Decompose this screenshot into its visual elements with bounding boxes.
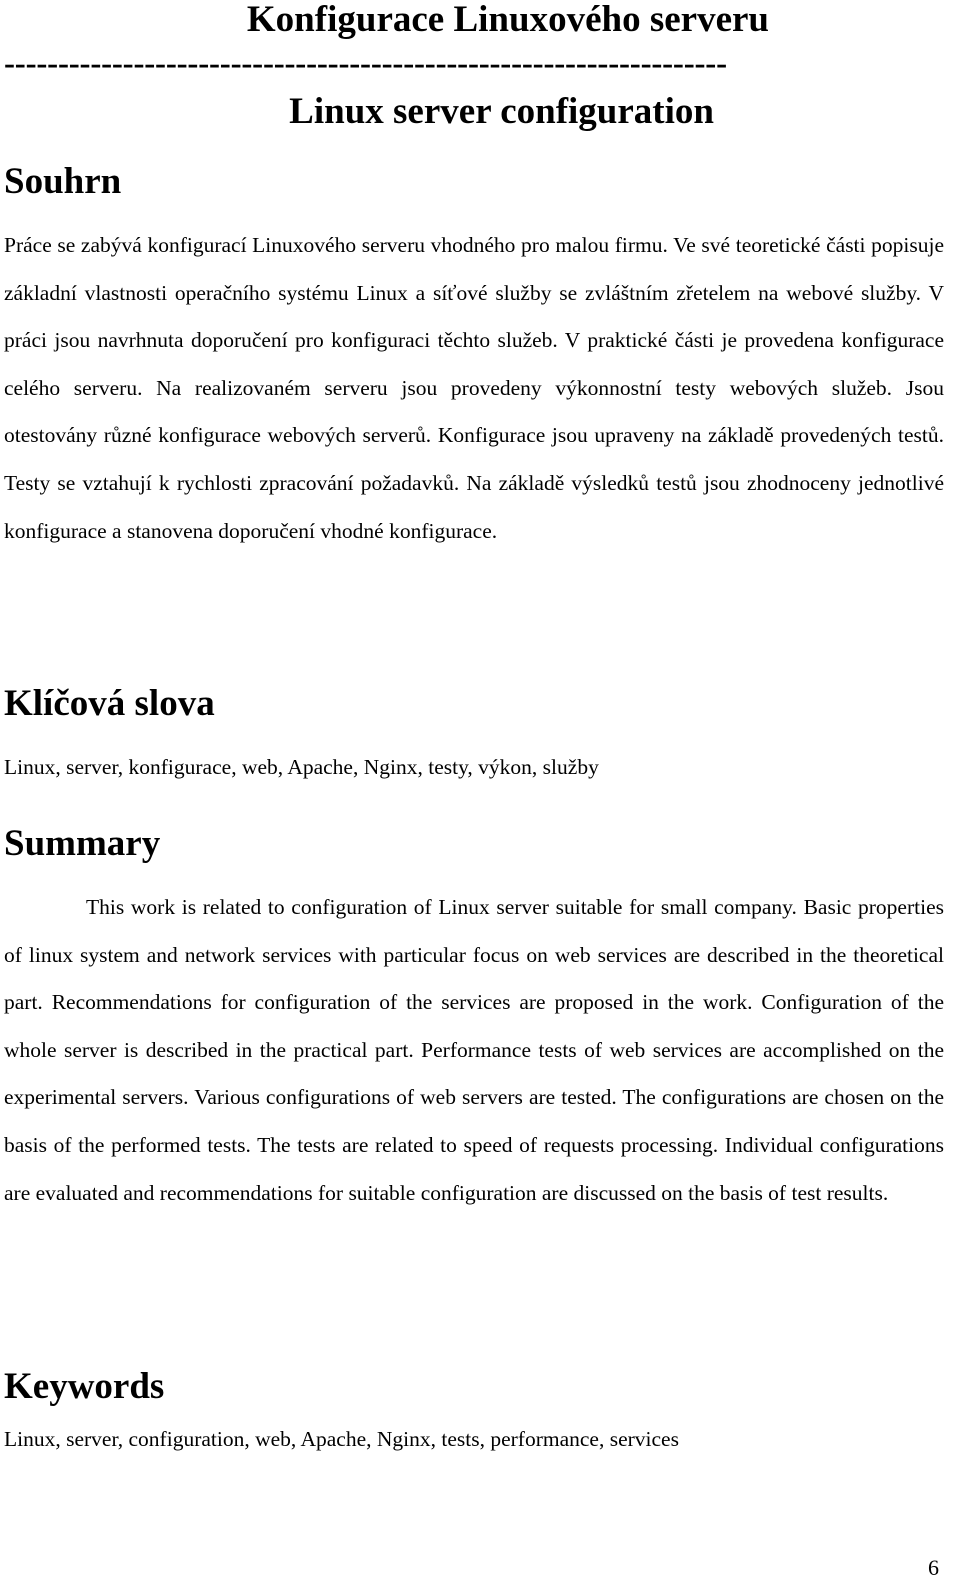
heading-klicova-slova: Klíčová slova bbox=[4, 683, 215, 724]
title-czech: Konfigurace Linuxového serveru bbox=[246, 0, 769, 40]
abstract-czech: Práce se zabývá konfigurací Linuxového serveru vhodného pro malou firmu. Ve své teoretické části popisuje základní vlastnosti operačního systému Linux a síťové služby se zvláštním zřetelem na webové služby. V práci jsou navrhnuta doporučení pro konfiguraci těchto služeb. V praktické části je provedena konfigurace celého serveru. Na realizovaném serveru jsou provedeny výkonnostní testy webových služeb. Jsou otestovány různé konfigurace webových serverů. Konfigurace jsou upraveny na základě provedených testů. Testy se vztahují k rychlosti zpracování požadavků. Na základě výsledků testů jsou zhodnoceny jednotlivé konfigurace a stanovena doporučení vhodné konfigurace. bbox=[4, 233, 944, 543]
heading-keywords: Keywords bbox=[4, 1366, 165, 1407]
title-separator: ------------------------------------------------------------------- bbox=[4, 46, 727, 82]
heading-summary: Summary bbox=[4, 823, 161, 864]
keywords-czech: Linux, server, konfigurace, web, Apache, Nginx, testy, výkon, služby bbox=[4, 755, 599, 779]
abstract-english: This work is related to configuration of Linux server suitable for small company. Basic properties of linux system and network services with particular focus on web services are described in the theoretical part. Recommendations for configuration of the services are proposed in the work. Configuration of the whole server is described in the practical part. Performance tests of web services are accomplished on the experimental servers. Various configurations of web servers are tested. The configurations are chosen on the basis of the performed tests. The tests are related to speed of requests processing. Individual configurations are evaluated and recommendations for suitable configuration are discussed on the basis of test results. bbox=[4, 895, 944, 1205]
title-english: Linux server configuration bbox=[289, 91, 714, 132]
keywords-english: Linux, server, configuration, web, Apache, Nginx, tests, performance, services bbox=[4, 1427, 679, 1451]
heading-souhrn: Souhrn bbox=[4, 161, 122, 202]
page-number: 6 bbox=[928, 1555, 939, 1580]
